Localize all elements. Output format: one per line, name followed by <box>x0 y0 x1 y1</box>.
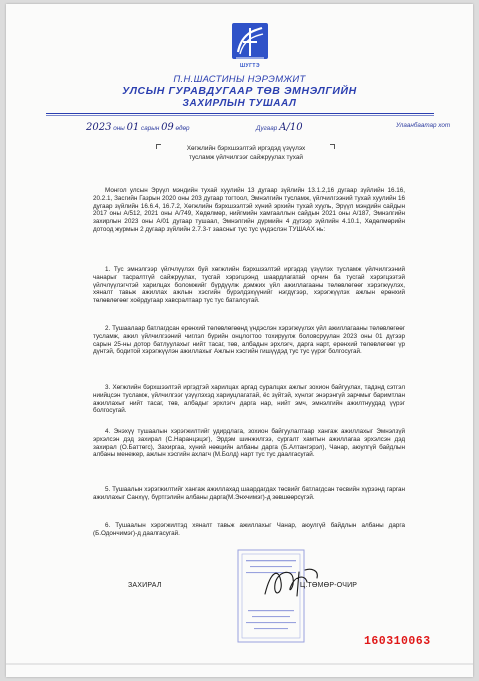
order-date <box>86 122 190 133</box>
date-month: 01 <box>126 122 140 133</box>
order-item-3 <box>93 384 405 415</box>
order-item-5 <box>93 486 405 502</box>
scan-artifact-line <box>6 663 473 665</box>
date-year: 2023 <box>86 122 112 133</box>
header-divider <box>46 113 434 114</box>
order-item-3-text: 3. Хөгжлийн бэрхшээлтэй иргэдтэй харилцах аргад суралцах ажлыг зохион байгуулах, тадзнд сэтгэл ниийцсэн тусламж, үйлчилгээг үзүүлэхэд хариуцлагатай, ёс зүйтэй, хүнлэг энэрэнгүй зарчмыг баримтлан ажиллахыг нийт тасаг, төв, албадыг эрхлэгч дарга нар, нийт эмч, эмнэлгийн ажилтнуудад үүрэг болгосугай. <box>93 384 405 415</box>
logo-caption: ШУГТЭ <box>239 63 261 69</box>
order-number-label: Дугаар <box>256 125 278 132</box>
order-item-5-text: 5. Тушаалын хэрэгжилтийг хангаж ажиллахад шаардагдах төсвийг батлагдсан төсвийн хүрээнд гарган ажиллахыг Санхүү, бүртгэлийн албаны дарга(М.Энхчимэг)-д зөвшөөрсүгэй. <box>93 486 405 501</box>
intro-text: Монгол улсын Эрүүл мэндийн тухай хуулийн 13 дугаар зүйлийн 13.1.2,16 дугаар зүйлийн 16.16, 20.2.1, Засгийн Газрын 2020 оны 203 дугаар тогтоол, Эмнэлгийн тусламж, үйлчилгээний тухай хуулийн 16 дугаар зүйлийн 16.6.4, 16.7.2, Хөгжлийн бэрхшээлтэй хүний эрхийн тухай хууль, Эрүүл мэндийн сайдын 2017 оны А/512, 2021 оны А/749, Хөдөлмөр, нийгмийн хамгааллын сайдын 2021 оны А/187, Эмнэлгийн захирлын 2023 оны А/01 дугаар тушаал, Эмнэлгийн дүрмийн 4 дүгээр зүйлийн 4.10.1, Хөдөлмөрийн дотоод журмын 2 дугаар зүйлийн 2.7.3-т заасныг тус тус үндэслэн ТУШААХ нь: <box>93 187 405 233</box>
date-year-suffix: оны <box>113 125 125 132</box>
order-number-value: А/10 <box>278 122 303 133</box>
title-line-1: Хөгжлийн бэрхшээлтэй иргэдэд үзүүлэх <box>186 145 306 152</box>
order-place: Улаанбаатар хот <box>396 122 451 129</box>
serial-number: 160310063 <box>364 635 431 648</box>
signer-name: Ц.ТӨМӨР-ОЧИР <box>300 582 358 589</box>
date-day: 09 <box>161 122 174 133</box>
header-hospital-name: УЛСЫН ГУРАВДУГААР ТӨВ ЭМНЭЛГИЙН <box>122 85 357 97</box>
order-item-6 <box>93 522 405 538</box>
document-title <box>156 145 336 162</box>
order-item-1 <box>93 266 405 305</box>
order-item-6-text: 6. Тушаалын хэрэгжилтэд хяналт тавьж ажиллахыг Чанар, аюулгүй байдлын албаны дарга (Б.Одончимэг)-д даалгасугай. <box>93 522 405 537</box>
order-item-4 <box>93 428 405 459</box>
header-order-type: ЗАХИРЛЫН ТУШААЛ <box>182 98 297 109</box>
header-school-name: П.Н.ШАСТИНЫ НЭРЭМЖИТ <box>173 74 306 85</box>
order-item-1-text: 1. Тус эмнэлгээр үйлчлүүлэх буй хөгжлийн бэрхшээлтэй иргэдэд үзүүлэх тусламж үйлчилгээний чанарыг тасралтгүй сайжруулах, тусгай хэрэгцээнд шаардлагатай орчин ба тусгай хэрэгцээтэй үйлчлүүлэгчтэй харилцах боломжийг бүрдүүлж дэмжих үйл ажиллагааны төлөвлөгөөг хэрэгжүүлэх, хяналт тавьж ажиллах ажлын хэсгийн бүрэлдэхүүнийг нэгдүгээр, хэрэгжүүлэх ажлын ерөнхий төлөвлөгөөг хоёрдугаар хавсралтаар тус тус баталсугай. <box>93 266 405 304</box>
order-item-4-text: 4. Энэхүү тушаалын хэрэгжилтийг удирдлага, зохион байгуулалтаар хангаж ажиллахыг Эмнэлзүй эрхэлсэн дэд захирал (С.Наранцэцэг), Эрдэм шинжилгээ, сургалт хамтын ажиллагаа эрхэлсэн дэд захирал (О.Баттөгс), Захиргаа, хүний нөөцийн албаны дарга (Б.Алтангэрэл), Чанар, аюулгүй байдлын албаны менежер, ажлын хэсгийн ахлагч (М.Болд) нарт тус тус даалгасугай. <box>93 428 405 459</box>
order-number <box>256 122 303 133</box>
document-page <box>6 4 473 677</box>
order-item-2-text: 2. Тушаалаар батлагдсан ерөнхий төлөвлөгөөнд үндэслэн хэрэгжүүлэх үйл ажиллагааны төлөвлөгөөг тусламж, ажил үйлчилгээний чиглэл бүрийн онцлогтоо тохируулж боловсруулан 2023 оны 01 дүгээр сарын 25-ны дотор батлуулахыг нийт тасаг, төв, албадын эрхлэгч, дарга нарт, ерөнхий төлөвлөгөөг үр дүнтэй, бодитой хэрэгжүүлэн ажиллахыг Ажлын хэсгийн гишүүдэд тус тус үүрэг болгосугай. <box>93 325 405 356</box>
title-line-2: тусламж үйлчилгээг сайжруулах тухай <box>188 153 303 161</box>
intro-paragraph <box>93 187 405 234</box>
hospital-logo <box>230 22 270 66</box>
order-item-2 <box>93 325 405 356</box>
date-day-suffix: өдөр <box>175 125 190 132</box>
signer-position: ЗАХИРАЛ <box>128 582 162 589</box>
date-month-suffix: сарын <box>141 125 160 132</box>
header-divider-thin <box>46 115 434 116</box>
